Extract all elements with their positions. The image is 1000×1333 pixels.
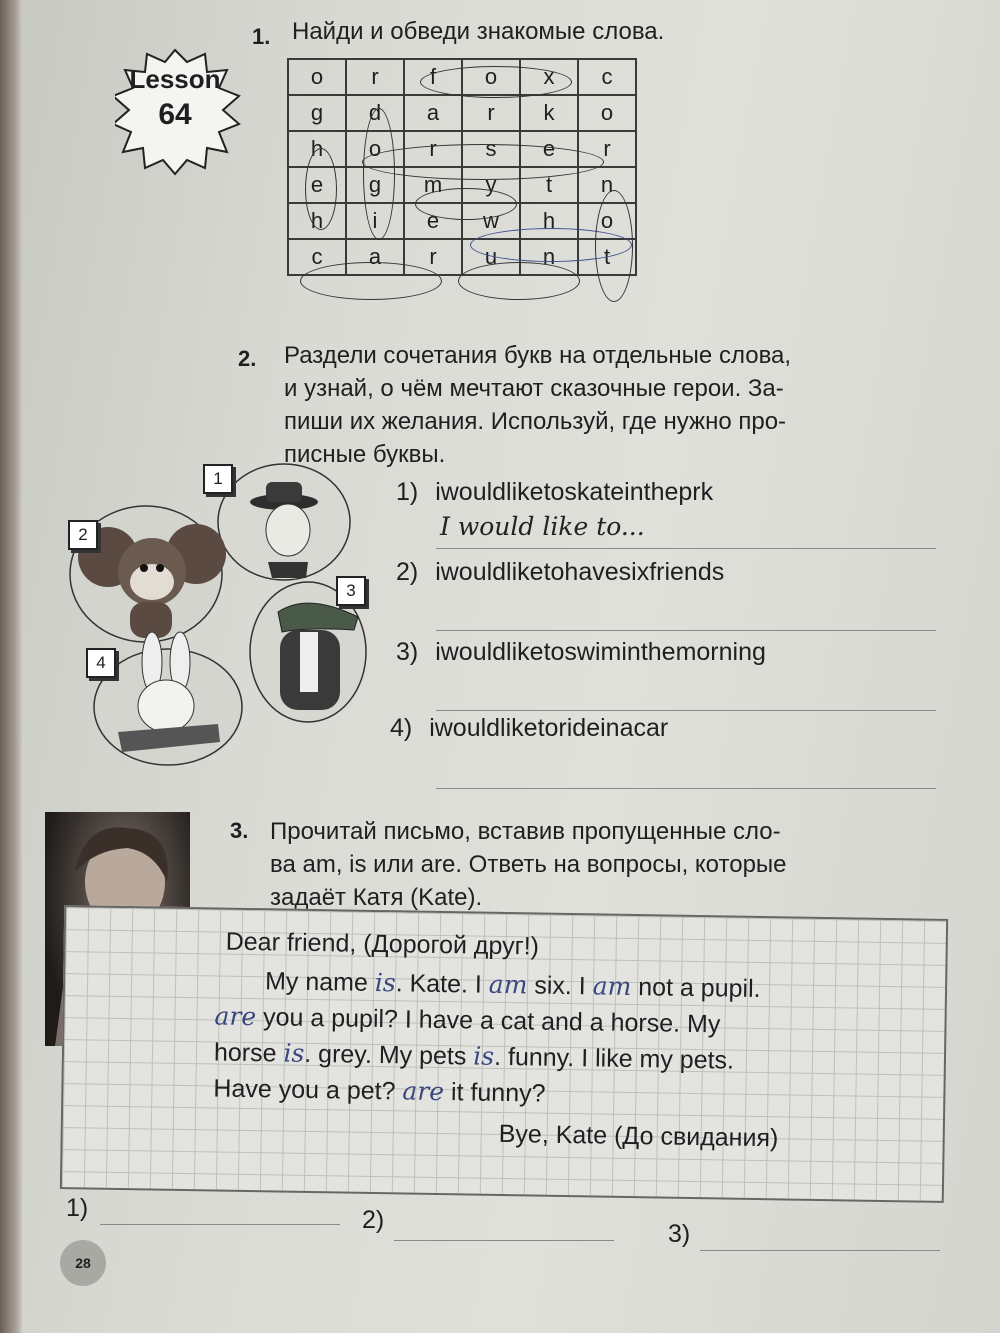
circle-car <box>300 262 442 300</box>
grid-cell[interactable]: o <box>346 131 404 167</box>
fill-is-1: is <box>374 967 396 998</box>
sentence-2-number: 2) <box>396 558 419 586</box>
letter-line3-c: . funny. I like my pets. <box>493 1042 735 1075</box>
grid-cell[interactable]: i <box>346 203 404 239</box>
task2-line4: писные буквы. <box>284 441 446 468</box>
grid-cell[interactable]: f <box>404 59 462 95</box>
sentence-2-letters: iwouldliketohavesixfriends <box>435 558 725 586</box>
task2-line2: и узнай, о чём мечтают сказочные герои. За- <box>284 375 784 402</box>
answer3-line-1[interactable] <box>100 1224 340 1225</box>
fill-am-1: am <box>488 969 528 1000</box>
letter-line1-a: My name <box>264 967 376 997</box>
task2-line3: пиши их желания. Используй, где нужно про- <box>284 408 787 435</box>
letter-greeting: Dear friend, (Дорогой друг!) <box>225 927 540 961</box>
grid-cell[interactable]: r <box>404 131 462 167</box>
circle-fox <box>420 66 572 98</box>
grid-cell[interactable]: n <box>520 239 578 275</box>
grid-cell[interactable]: o <box>462 59 520 95</box>
characters-illustration <box>68 462 368 772</box>
task3-line2: ва am, is или are. Ответь на вопросы, которые <box>270 851 787 878</box>
letter-signature: Bye, Kate (До свидания) <box>498 1119 779 1153</box>
circle-dog <box>363 108 395 240</box>
characters-image <box>68 462 368 772</box>
answer3-line-3[interactable] <box>700 1250 940 1251</box>
grid-cell[interactable]: t <box>520 167 578 203</box>
letter-line1-b: . Kate. I <box>395 969 490 999</box>
sentence-1-number: 1) <box>396 478 419 506</box>
answer-label-1: 1) <box>66 1194 89 1222</box>
circle-my <box>415 188 517 220</box>
grid-cell[interactable]: h <box>288 203 346 239</box>
grid-cell[interactable]: d <box>346 95 404 131</box>
grid-cell[interactable]: g <box>288 95 346 131</box>
grid-cell[interactable]: a <box>346 239 404 275</box>
grid-cell[interactable]: r <box>346 59 404 95</box>
example-answer: I would like to... <box>440 512 645 541</box>
letter-line1-d: not a pupil. <box>631 972 761 1004</box>
grid-cell[interactable]: o <box>288 59 346 95</box>
grid-cell[interactable]: a <box>404 95 462 131</box>
sentence-4 <box>390 714 668 743</box>
letter-line3-a: horse <box>213 1038 284 1068</box>
grid-cell[interactable]: o <box>578 95 636 131</box>
answer-line-2[interactable] <box>436 630 936 631</box>
grid-cell[interactable]: e <box>520 131 578 167</box>
grid-cell[interactable]: y <box>462 167 520 203</box>
answer-label-3: 3) <box>668 1220 691 1248</box>
circle-he <box>305 148 337 230</box>
grid-cell[interactable]: n <box>578 167 636 203</box>
task1-number: 1. <box>252 24 271 49</box>
sentence-1 <box>396 478 713 507</box>
grid-cell[interactable]: u <box>462 239 520 275</box>
circle-horse <box>362 144 604 180</box>
grid-cell[interactable]: r <box>578 131 636 167</box>
letter-line4-b: it funny? <box>443 1078 546 1108</box>
sentence-4-number: 4) <box>390 714 413 742</box>
circle-run <box>458 262 580 300</box>
grid-cell[interactable]: c <box>578 59 636 95</box>
letter-line2 <box>214 1001 720 1039</box>
sentence-3-letters: iwouldliketoswiminthemorning <box>435 638 766 666</box>
fill-is-3: is <box>473 1041 495 1071</box>
task1-text: Найди и обведи знакомые слова. <box>292 18 665 45</box>
grid-cell[interactable]: c <box>288 239 346 275</box>
grid-cell[interactable]: w <box>462 203 520 239</box>
task2-line1: Раздели сочетания букв на отдельные слова, <box>284 342 792 369</box>
fill-is-2: is <box>283 1038 305 1068</box>
grid-cell[interactable]: k <box>520 95 578 131</box>
grid-cell[interactable]: e <box>404 203 462 239</box>
letter-line1-c: six. I <box>527 971 593 1001</box>
sentence-3-number: 3) <box>396 638 419 666</box>
task3-number: 3. <box>230 818 249 843</box>
grid-cell[interactable]: e <box>288 167 346 203</box>
fill-am-2: am <box>592 971 632 1001</box>
answer-line-3[interactable] <box>436 710 936 711</box>
answer-label-2: 2) <box>362 1206 385 1234</box>
book-spine <box>0 0 22 1333</box>
letter-line3-b: . grey. My pets <box>304 1039 474 1071</box>
grid-cell[interactable]: x <box>520 59 578 95</box>
lesson-label: Lesson <box>129 64 221 94</box>
letter-line4 <box>213 1073 546 1108</box>
grid-cell[interactable]: h <box>520 203 578 239</box>
task3-line3: задаёт Катя (Kate). <box>270 884 483 911</box>
picture-badge-1: 1 <box>203 464 233 494</box>
letter-card <box>60 905 948 1203</box>
fill-are-2: are <box>402 1076 445 1107</box>
grid-row <box>288 95 636 131</box>
sentence-3 <box>396 638 766 667</box>
letter-line1 <box>265 966 761 1004</box>
task2-number: 2. <box>238 346 257 371</box>
sentence-2 <box>396 558 724 587</box>
answer-line-1[interactable] <box>436 548 936 549</box>
grid-cell[interactable]: t <box>578 239 636 275</box>
grid-cell[interactable]: g <box>346 167 404 203</box>
grid-cell[interactable]: s <box>462 131 520 167</box>
sentence-4-letters: iwouldliketorideinacar <box>429 714 669 742</box>
grid-cell[interactable]: h <box>288 131 346 167</box>
picture-badge-3: 3 <box>336 576 366 606</box>
circle-not <box>595 190 633 302</box>
answer-line-4[interactable] <box>436 788 936 789</box>
task3-line1: Прочитай письмо, вставив пропущенные сло- <box>270 818 781 845</box>
picture-badge-4: 4 <box>86 648 116 678</box>
fill-are-1: are <box>214 1001 257 1032</box>
grid-cell[interactable]: r <box>462 95 520 131</box>
letter-line2-text: you a pupil? I have a cat and a horse. My <box>255 1003 721 1039</box>
answer3-line-2[interactable] <box>394 1240 614 1241</box>
lesson-number: 64 <box>158 98 192 131</box>
page-number: 28 <box>60 1240 106 1286</box>
lesson-badge <box>115 48 250 178</box>
grid-cell[interactable]: r <box>404 239 462 275</box>
picture-badge-2: 2 <box>68 520 98 550</box>
letter-line4-a: Have you a pet? <box>213 1074 403 1106</box>
grid-cell[interactable]: m <box>404 167 462 203</box>
grid-cell[interactable]: o <box>578 203 636 239</box>
sentence-1-letters: iwouldliketoskateintheprk <box>435 478 714 506</box>
letter-line3 <box>214 1037 734 1075</box>
